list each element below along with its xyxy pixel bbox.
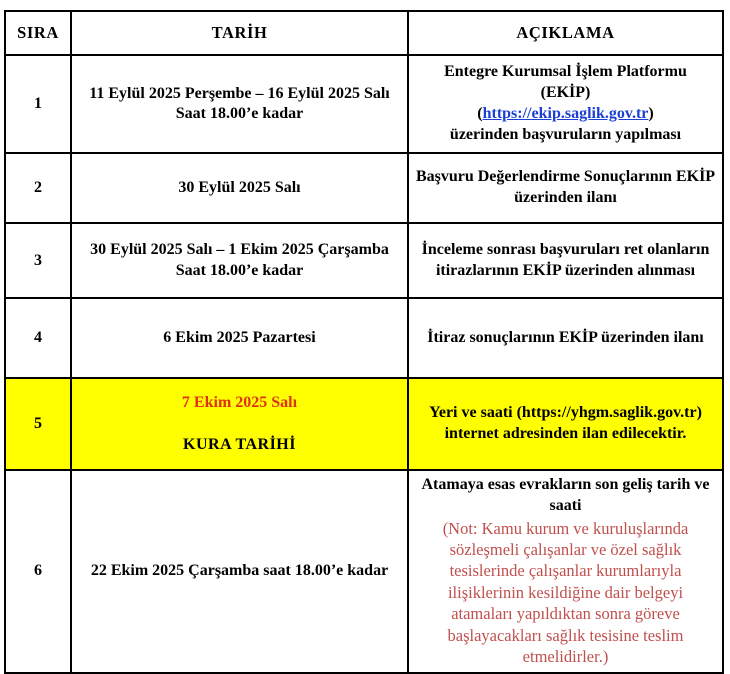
date-cell: 11 Eylül 2025 Perşembe – 16 Eylül 2025 Salı Saat 18.00’e kadar — [71, 55, 408, 153]
description-line-4: üzerinden başvuruların yapılması — [449, 125, 682, 143]
description-cell — [408, 55, 723, 153]
description-heading: Atamaya esas evrakların son geliş tarih ve saati — [421, 476, 710, 514]
description-cell: Yeri ve saati (https://yhgm.saglik.gov.tr) internet adresinden ilan edilecektir. — [408, 378, 723, 470]
lottery-date-text: 7 Ekim 2025 Salı — [181, 393, 298, 411]
table-header-row — [5, 11, 723, 55]
row-number-cell: 5 — [5, 378, 71, 470]
description-note: (Not: Kamu kurum ve kuruluşlarında sözleşmeli çalışanlar ve özel sağlık tesislerinde çalışanlar kurumlarıyla ilişiklerinin kesildiğine dair belgeyi atamaları yapıldıktan sonra göreve başlayacakları sağlık tesisine teslim etmelidirler.) — [442, 518, 689, 667]
column-header-tarih: TARİH — [71, 11, 408, 55]
column-header-aciklama: AÇIKLAMA — [408, 11, 723, 55]
description-line-2: (EKİP) — [540, 84, 591, 102]
schedule-table — [4, 10, 724, 674]
row-number-cell: 6 — [5, 470, 71, 673]
date-cell — [71, 378, 408, 470]
date-cell: 22 Ekim 2025 Çarşamba saat 18.00’e kadar — [71, 470, 408, 673]
description-line-1: Entegre Kurumsal İşlem Platformu — [444, 63, 687, 81]
table-body — [5, 55, 723, 673]
description-cell — [408, 470, 723, 673]
schedule-table-container — [4, 10, 722, 667]
link-open-paren: ( — [477, 105, 483, 122]
ekip-portal-link[interactable]: https://ekip.saglik.gov.tr — [482, 105, 649, 122]
description-cell: İtiraz sonuçlarının EKİP üzerinden ilanı — [408, 298, 723, 378]
row-number-cell: 2 — [5, 153, 71, 223]
row-number-cell: 3 — [5, 223, 71, 298]
column-header-sira: SIRA — [5, 11, 71, 55]
description-cell: Başvuru Değerlendirme Sonuçlarının EKİP üzerinden ilanı — [408, 153, 723, 223]
table-header — [5, 11, 723, 55]
date-cell: 30 Eylül 2025 Salı – 1 Ekim 2025 Çarşamba Saat 18.00’e kadar — [71, 223, 408, 298]
date-cell: 30 Eylül 2025 Salı — [71, 153, 408, 223]
table-row-highlighted — [5, 378, 723, 470]
date-cell: 6 Ekim 2025 Pazartesi — [71, 298, 408, 378]
description-cell: İnceleme sonrası başvuruları ret olanların itirazlarının EKİP üzerinden alınması — [408, 223, 723, 298]
lottery-label-text: KURA TARİHİ — [183, 436, 296, 453]
row-number-cell: 4 — [5, 298, 71, 378]
link-close-paren: ) — [648, 105, 654, 122]
table-row — [5, 298, 723, 378]
table-row — [5, 153, 723, 223]
table-row — [5, 223, 723, 298]
table-row — [5, 470, 723, 673]
table-row — [5, 55, 723, 153]
row-number-cell: 1 — [5, 55, 71, 153]
